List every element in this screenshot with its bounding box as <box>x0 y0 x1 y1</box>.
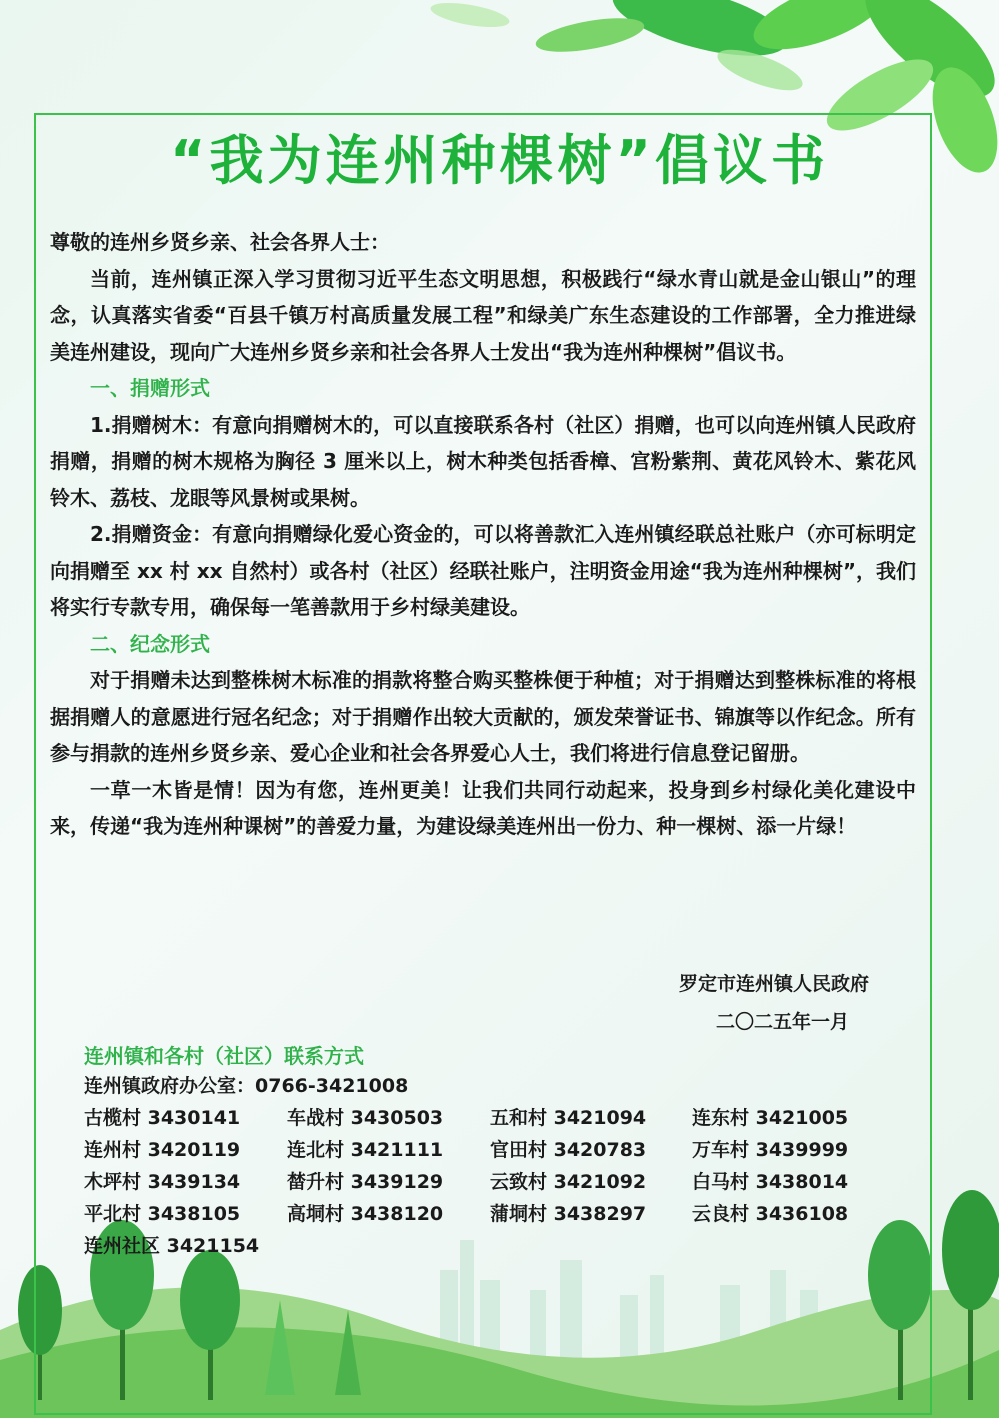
contact-item: 白马村 3438014 <box>692 1171 849 1193</box>
contact-item: 万车村 3439999 <box>692 1139 849 1161</box>
contact-item: 云良村 3436108 <box>692 1203 849 1225</box>
signature-org: 罗定市连州镇人民政府 <box>678 973 869 995</box>
contact-item: 平北村 3438105 <box>84 1203 241 1225</box>
contact-item: 高垌村 3438120 <box>287 1203 444 1225</box>
contact-item: 古榄村 3430141 <box>84 1107 241 1129</box>
contact-item: 连北村 3421111 <box>287 1139 444 1161</box>
section1-heading: 一、捐赠形式 <box>90 376 210 400</box>
section1-paragraph-1: 1.捐赠树木：有意向捐赠树木的，可以直接联系各村（社区）捐赠，也可以向连州镇人民政府捐赠，捐赠的树木规格为胸径 3 厘米以上，树木种类包括香樟、宫粉紫荆、黄花风铃木、紫花风铃木、荔枝、龙眼等风景树或果树。 <box>50 412 916 510</box>
document-body <box>50 224 916 845</box>
contact-item: 连东村 3421005 <box>692 1107 849 1129</box>
contact-item: 车战村 3430503 <box>287 1107 444 1129</box>
section2-heading: 二、纪念形式 <box>90 631 210 656</box>
section2-paragraph: 对于捐赠未达到整株树木标准的捐款将整合购买整株便于种植；对于捐赠达到整株标准的将根据捐赠人的意愿进行冠名纪念；对于捐赠作出较大贡献的，颁发荣誉证书、锦旗等以作纪念。所有参与捐款的连州乡贤乡亲、爱心企业和社会各界爱心人士，我们将进行信息登记留册。 <box>50 668 916 765</box>
contact-item: 五和村 3421094 <box>490 1107 647 1129</box>
contact-item: 榃升村 3439129 <box>287 1171 444 1193</box>
signature-date: 二〇二五年一月 <box>715 1011 849 1033</box>
intro-paragraph: 当前，连州镇正深入学习贯彻习近平生态文明思想，积极践行“绿水青山就是金山银山”的理念，认真落实省委“百县千镇万村高质量发展工程”和绿美广东生态建设的工作部署，全力推进绿美连州建设，现向广大连州乡贤乡亲和社会各界人士发出“我为连州种棵树”倡议书。 <box>50 266 916 364</box>
contact-item: 官田村 3420783 <box>490 1139 647 1161</box>
contact-item: 云致村 3421092 <box>490 1171 647 1193</box>
signature-block <box>679 965 869 1041</box>
section1-paragraph-2: 2.捐赠资金：有意向捐赠绿化爱心资金的，可以将善款汇入连州镇经联总社账户（亦可标明定向捐赠至 xx 村 xx 自然村）或各村（社区）经联社账户，注明资金用途“我为连州种棵树”，我们将实行专款专用，确保每一笔善款用于乡村绿美建设。 <box>50 522 916 619</box>
salutation: 尊敬的连州乡贤乡亲、社会各界人士： <box>50 230 390 254</box>
contact-item: 连州社区 3421154 <box>84 1235 260 1257</box>
contact-heading: 连州镇和各村（社区）联系方式 <box>84 1044 364 1068</box>
closing-paragraph: 一草一木皆是情！因为有您，连州更美！让我们共同行动起来，投身到乡村绿化美化建设中来，传递“我为连州种课树”的善爱力量，为建设绿美连州出一份力、种一棵树、添一片绿！ <box>50 777 916 838</box>
contact-item: 木坪村 3439134 <box>84 1171 241 1193</box>
office-contact: 连州镇政府办公室：0766-3421008 <box>84 1075 409 1097</box>
page-title: “我为连州种棵树”倡议书 <box>170 129 829 192</box>
contact-item: 连州村 3420119 <box>84 1139 241 1161</box>
contact-item: 蒲垌村 3438297 <box>490 1203 647 1225</box>
